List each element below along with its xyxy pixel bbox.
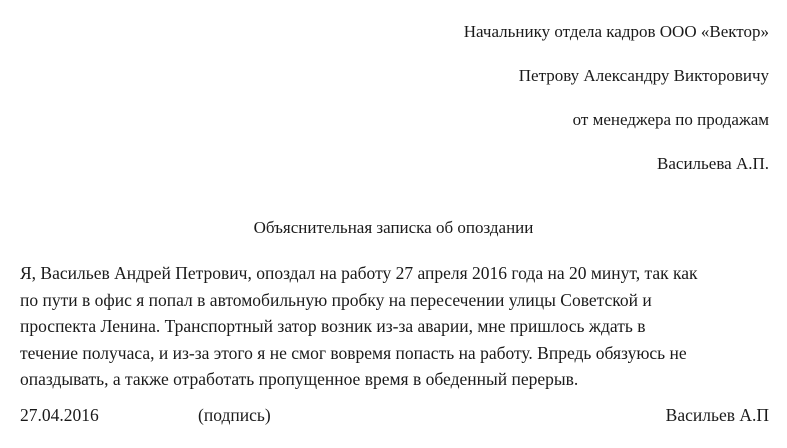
body-line: опаздывать, а также отработать пропущенное время в обеденный перерыв. bbox=[20, 369, 579, 389]
body-line: по пути в офис я попал в автомобильную пробку на пересечении улицы Советской и bbox=[20, 289, 652, 310]
addressee-position: Начальнику отдела кадров ООО «Вектор» bbox=[463, 22, 769, 41]
body-line: проспекта Ленина. Транспортный затор возник из-за аварии, мне пришлось ждать в bbox=[20, 316, 646, 336]
document-body bbox=[20, 260, 780, 393]
sender-name: Васильева А.П. bbox=[657, 154, 769, 173]
document-title: Объяснительная записка об опоздании bbox=[253, 218, 534, 237]
footer-name: Васильев А.П bbox=[665, 405, 769, 425]
sender-position: от менеджера по продажам bbox=[572, 110, 769, 129]
addressee-block bbox=[464, 10, 769, 186]
addressee-name: Петрову Александру Викторовичу bbox=[518, 66, 769, 85]
signature-placeholder: (подпись) bbox=[198, 405, 271, 425]
body-line: Я, Васильев Андрей Петрович, опоздал на работу 27 апреля 2016 года на 20 минут, так как bbox=[20, 263, 698, 283]
body-line: течение получаса, и из-за этого я не смог вовремя попасть на работу. Впредь обязуюсь не bbox=[20, 342, 687, 363]
footer-date: 27.04.2016 bbox=[20, 405, 99, 425]
